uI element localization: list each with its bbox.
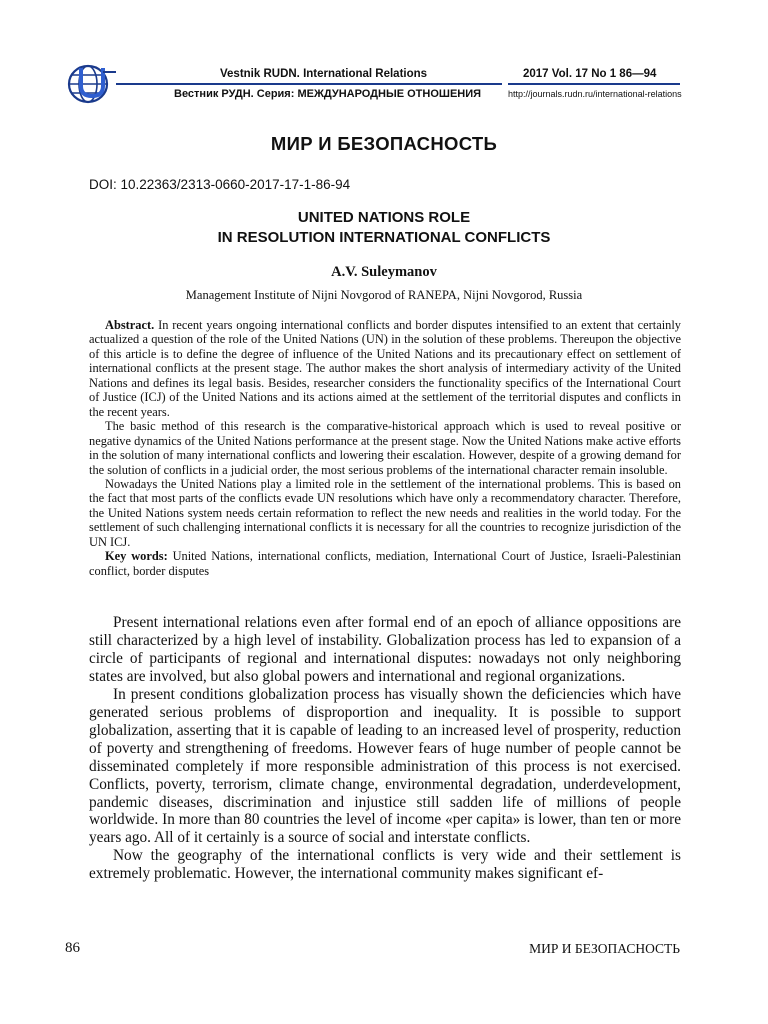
body-text (89, 614, 681, 883)
keywords-text: United Nations, international conflicts, mediation, International Court of Justice, Israeli-Palestinian conflict, border disputes (89, 549, 682, 578)
rudn-globe-logo-icon (66, 62, 118, 104)
article-title-line2: IN RESOLUTION INTERNATIONAL CONFLICTS (217, 229, 551, 246)
page-number: 86 (65, 940, 80, 956)
journal-title-ru: Вестник РУДН. Серия: МЕЖДУНАРОДНЫЕ ОТНОШЕНИЯ (174, 88, 482, 100)
affiliation: Management Institute of Nijni Novgorod of RANEPA, Nijni Novgorod, Russia (185, 288, 583, 302)
keywords-label: Key words: (105, 549, 168, 564)
abstract-paragraph-2: The basic method of this research is the comparative-historical approach which is used to reveal positive or negative dynamics of the United Nations performance at the present stage. Now the United Nations make active efforts in the solution of many international conflicts and lowering their escalation. However, despite of a growing demand for the solution of conflicts in a judicial order, the most serious problems of the international character remain insoluble. (89, 419, 681, 477)
doi: DOI: 10.22363/2313-0660-2017-17-1-86-94 (89, 177, 351, 192)
abstract-label: Abstract. (105, 318, 155, 332)
body-paragraph-2: In present conditions globalization process has visually shown the deficiencies which have generated serious problems of disproportion and inequality. It is possible to support globalization, asserting that it is capable of leading to an increased level of prosperity, reduction of poverty and strengthening of freedoms. However fears of huge number of people cannot be disseminated completely if more responsible administration of this process is not exercised. Conflicts, poverty, terrorism, climate change, environmental degradation, underdevelopment, pandemic diseases, discrimination and injustice still sadden life of millions of people worldwide. In more than 80 countries the level of income «per capita» is lower, than ten or more years ago. All of it certainly is a source of social and interstate conflicts. (89, 685, 681, 847)
body-paragraph-1: Present international relations even after formal end of an epoch of alliance oppositions are still characterized by a high level of instability. Globalization process has led to expansion of a circle of participants of regional and international disputes: nowadays not only neighboring states are involved, but also global powers and international and regional organizations. (89, 614, 681, 685)
header-rule-right (508, 83, 680, 85)
section-title: МИР И БЕЗОПАСНОСТЬ (270, 133, 498, 154)
abstract-paragraph-3: Nowadays the United Nations play a limited role in the settlement of the international problems. This is based on the fact that most parts of the conflicts evade UN resolutions which have only a recommendatory character. Therefore, the United Nations system needs certain reformation to reflect the new needs and realities in the world today. For the settlement of such challenging international conflicts it is necessary for all the countries to recognize jurisdiction of the UN ICJ. (89, 476, 681, 549)
journal-title-en: Vestnik RUDN. International Relations (220, 68, 428, 80)
footer-section-title: МИР И БЕЗОПАСНОСТЬ (529, 941, 680, 956)
issue-info: 2017 Vol. 17 No 1 86—94 (523, 68, 657, 80)
journal-url-link[interactable]: http://journals.rudn.ru/international-relations (508, 89, 682, 99)
author: A.V. Suleymanov (331, 264, 437, 280)
body-paragraph-3: Now the geography of the international conflicts is very wide and their settlement is extremely problematic. However, the international community makes significant ef- (89, 847, 681, 883)
header-rule-left (116, 83, 502, 85)
abstract (89, 318, 681, 578)
abstract-text-1: In recent years ongoing international conflicts and border disputes intensified to an extent that certainly actualized a question of the role of the United Nations (UN) in the solution of these problems. Thereupon the objective of this article is to define the degree of influence of the United Nations and its precautionary effect on settlement of international conflicts at the present stage. The author makes the short analysis of intermediary activity of the United Nations and defines its legal basis. Besides, researcher considers the functionality specifics of the International Court of Justice (ICJ) of the United Nations and its actions aimed at the settlement of the territorial disputes and conflicts in the recent years. (89, 318, 681, 419)
article-title-line1: UNITED NATIONS ROLE (297, 209, 471, 226)
keywords (89, 549, 681, 578)
abstract-paragraph-1 (89, 318, 681, 419)
